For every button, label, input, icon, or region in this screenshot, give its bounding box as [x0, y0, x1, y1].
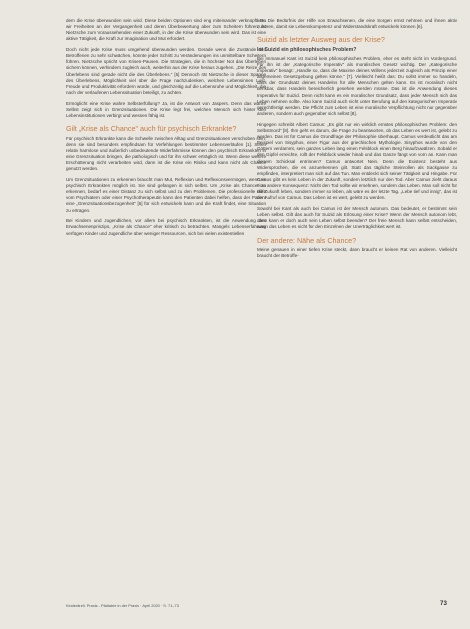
paragraph: Bei Immanuel Kant ist Suizid kein philosophisches Problem, eher es steht nicht im Vordergrund. Für ihn ist der „Kategorische Imperativ" als moralisches Gesetz wichtig. Der „Kategorische Imperativ" besagt: „Handle so, dass die Maxime deines Willens jederzeit zugleich als Prinzip einer allgemeinen Gesetzgebung gelten könne." [7]. Vielleicht heißt das: Du sollst immer so handeln, dass der Grundsatz deines Handelns für alle Menschen gelten kann. Es ist moralisch nicht denkbar, dass Handeln bereicherlich gesehen werden müsse. Das ist die Anwendung dieses Imperativs für Suizid. Denn nicht kann es ein moralischer Grundsatz, dass jeder Mensch sich das Leben nehmen sollte. Also kann Suizid auch nicht unter Berufung auf den kategorischen Imperativ gerechtfertigt werden. Die Pflicht zum Leben ist eine moralische Verpflichtung nicht nur gegenüber anderen, sondern auch gegenüber sich selbst [8].	[257, 55, 457, 117]
paragraph: Um Grenzsituationen zu erkennen braucht man Mut, Reflexion und Reflexionsvermögen, wenn es psychisch Erkrankten möglich ist. Sie sind gefangen in sich selbst. Um „Krise als Chance" zu erkennen, bedarf es einer Distanz zu sich selbst und zu den Problemen. Die professionelle Hilfe vom Psychiatern oder einer Psychotherapeutin kann den Patienten dabei helfen, dass der Patient eine „Grenzsituationsbezogenheit" [5] für sich entwickeln kann und die Kraft findet, eine Situation zu ertragen.	[66, 176, 266, 213]
section-heading-krise-als-chance: Gilt „Krise als Chance" auch für psychisch Erkrankte?	[66, 124, 237, 134]
subheading-philosophisches-problem: Ist Suizid ein philosophisches Problem?	[257, 46, 357, 53]
right-column	[257, 18, 457, 264]
paragraph: Hingegen schreibt Albert Camus: „Es gibt nur ein wirklich ernstes philosophisches Problem: den Selbstmord" [8]. Ihm geht es darum, die Frage zu beantworten, ob das Leben es wert ist, gelebt zu werden. Das ist für Camus die Grundfrage der Philosophie überhaupt. Camus verdeutlicht das am Beispiel von Sisyphos, einer Figur aus der griechischen Mythologie. Sisyphos wurde von den Göttern verdammt, sein ganzes Leben lang einen Felsblock einen Berg hinaufzuwälzen. Sobald er den Gipfel erreichte, rollt der Felsblock wieder hinab und das Ganze fängt von vorn an. Kann man diesem Schicksal entrinnen? Camus antwortet Nein. Denn die Existenz besteht aus Widersprüchen, die es anzuerkennen gilt. Statt das tägliche Steinrollen als Sackgasse zu empfinden, interpretiert man sich auf das Tun. Man entdeckt sich seiner Tätigkeit und Hingabe. Für Camus gibt es kein Leben in der Zukunft, sondern letztlich nur den Tod. Aber Camus zieht daraus eine andere Konsequenz: Nicht den Tod sollte wir ersehnen, sondern das Leben. Man soll nicht für die Zukunft leben, sondern immer so leben, als wäre es der letzte Tag. „Lebe tief und innig", das ist der Aufruf von Camus. Das Leben ist es wert, gelebt zu werden.	[257, 121, 457, 201]
left-column	[66, 18, 266, 241]
section-heading-suizid: Suizid als letzter Ausweg aus der Krise?	[257, 35, 385, 45]
paragraph: Für psychisch Erkrankte kann die Schwelle zwischen Alltag und Grenzsituationen verschoben sein, denn sie sind besonders empfindsam für Verfehlungen bestimmter Lebensverläufen [1]. Seien relativ harmlose und äußerlich unbedeutende Widerfahrnisse können den psychisch Erkrankten in eine Grenzsituation bringen, die pathologisch und für ihn schwer erträglich ist. Wenn diese weitere Erschütterung nicht verarbeiten wird, dann ist die Krise ein Risiko und kann nicht als Chance genutzt werden.	[66, 135, 266, 172]
journal-footer: Kinderärztl. Praxis - Pädiatrie in der Praxis · April 2020 · S. 71–73	[66, 603, 179, 608]
paragraph: Meine genauen in einer tiefen Krise steckt, dann braucht er keinen Rat von anderen. Vielleicht braucht der Betroffe-	[257, 247, 457, 259]
paragraph: ken. Die Bedürfnis der Hilfe von Erwachsenen, die eine Sorgen ernst nehmen und ihnen aktiv zuhören, damit sie Lebenskompetenz und Widerstandskraft entwickeln können [6].	[257, 18, 457, 30]
paragraph: Sowohl bei Kant als auch bei Camus ist der Mensch autonom. Das bedeutet, er bestimmt sein Leben selbst. Gilt das auch für Suizid als Erlösung einer Krise? Wenn der Mensch autonom lebt, dann kann er doch auch sein Leben selbst beenden? Der freie Mensch kann selbst entscheiden, wann das Leben es nicht für den Einzelnen der Unerträglichkeit wert ist.	[257, 205, 457, 230]
page-number: 73	[440, 600, 447, 607]
paragraph: dem die Krise überwunden sein wird. Diese beiden Optionen sind eng miteinander verknüpft. Da wir Freiheiten an der Vergangenheit und deren Überbewertung aber zum Scheitern führen, ist Nietzsche zum Voraussehenden einer Zukunft, in der die Krise überwunden sein wird. Das ist eine aktive Tätigkeit, die Kraft zur Imagination und Mut erfordert.	[66, 18, 266, 42]
section-heading-naehe-als-chance: Der andere: Nähe als Chance?	[257, 235, 357, 245]
paragraph: Ermöglicht eine Krise wahre Selbsterfüllung? Ja, ist die Antwort von Jaspers. Denn das wahre Selbst zeigt sich in Grenzsituationen. Die Krise legt frei, welchen Mensch sich hinter den Lebensinstitutionen verbirgt und wessen fähig ist.	[66, 100, 266, 118]
paragraph: Doch nicht jede Krise muss umgehend überwunden werden. Gerade wenn die Zustände den Betroffenen zu sehr schwächen, könnte jeder Schritt zu Veränderungen ins unmittelbare Scheitern führen. Nietzsche spricht von Krisen-Pausen. Die Strategien, die in höchster Not das Überleben sichern können, verhindern zugleich auch, weiterhin aus der Krise heraus zugehen. „Die Reize des Überlebens sind gerade nicht die des Überlebens." [5] Dennoch rät Nietzsche in dieser Spanne des Überlebens, Möglichkeit viel über die Frage nachzudenken, welchen Lebensinnen Lust, Freude und Produktivität erfordern würde, und gleichzeitig auf die Lebensruhe und Möglichkeit, die nach der verlaufenen Lebenssituation beteiligt, zu achten.	[66, 47, 266, 96]
paragraph: Bei Kindern und Jugendlichen, vor allem bei psychisch Erkrankten, ist die Anwendung des Erwachsenenprinzips, „Krise als Chance" eher kritisch zu betrachten. Mangels Lebenserfahrung verfügen Kinder und Jugendliche über weniger Ressourcen, sich bei vielen existentiellen	[66, 218, 266, 236]
